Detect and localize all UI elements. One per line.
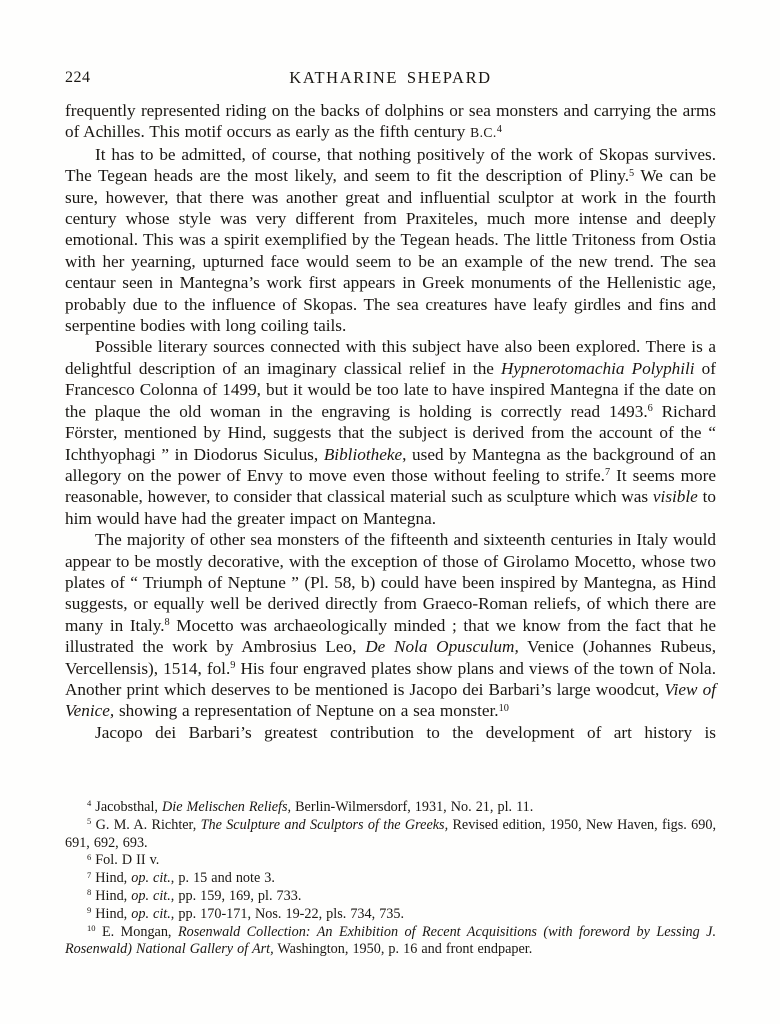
footnote [65, 870, 716, 888]
text-segment: Berlin-Wilmersdorf, 1931, No. 21, pl. 11. [291, 799, 534, 815]
footnote [65, 924, 716, 960]
body-text [65, 100, 716, 743]
page-number: 224 [65, 69, 91, 86]
text-segment: visible [652, 487, 698, 507]
text-segment: Richard Förster, mentioned by Hind, suggests that the subject is derived from the account of the “ Ichthyophagi ” in Diodorus Siculus, [65, 401, 716, 464]
paragraph [65, 100, 716, 144]
text-segment: of Francesco Colonna of 1499, but it would be too late to have inspired Mantegna if the date on the plaque the old woman in the engraving is holding is correctly read 1493. [65, 358, 716, 421]
footnotes [65, 799, 716, 959]
text-segment: Venice (Johannes Rubeus, Vercellensis), 1514, fol. [65, 637, 717, 678]
footnote [65, 906, 716, 924]
footnote-ref: 8 [164, 617, 170, 629]
text-segment: Fol. D II v. [95, 852, 160, 869]
text-segment: , used by Mantegna as the background of an allegory on the power of Envy to move even those without feeling to strife. [65, 444, 716, 485]
text-segment: Hind, [95, 870, 132, 887]
footnote [65, 888, 716, 906]
footnote-marker: 7 [87, 869, 92, 880]
text-segment: op. cit. [131, 905, 171, 922]
text-segment: De Nola Opusculum, [365, 637, 519, 657]
text-segment: The Sculpture and Sculptors of the Greeks, [200, 816, 449, 833]
text-segment: Washington, 1950, p. 16 and front endpaper. [273, 941, 533, 958]
text-segment: The majority of other sea monsters of the fifteenth and sixteenth centuries in Italy would appear to be mostly decorative, with the exception of those of Girolamo Mocetto, whose two plates of “ Triumph of Neptune ” (Pl. 58, b) could have been inspired by Mantegna, as Hind suggests, or equally well be derived directly from Graeco-Roman reliefs, of which there are many in Italy. [65, 530, 716, 635]
text-segment: Die Melischen Reliefs, [162, 799, 292, 815]
text-segment: Rosenwald Collection: An Exhibition of Recent Acquisitions (with foreword by Lessing J. Rosenwald) National Gallery of Art, [65, 923, 717, 958]
paragraph [65, 722, 716, 743]
running-head-title: KATHARINE SHEPARD [289, 68, 492, 87]
paragraph [65, 529, 716, 722]
text-segment: to him would have had the greater impact on Mantegna. [65, 487, 716, 528]
text-segment: showing a representation of Neptune on a sea monster. [114, 701, 499, 721]
paragraph [65, 336, 716, 529]
text-segment: B.C. [470, 125, 497, 141]
text-segment: frequently represented riding on the backs of dolphins or sea monsters and carrying the arms of Achilles. This motif occurs as early as the fifth century [65, 101, 716, 142]
text-segment: G. M. A. Richter, [95, 816, 201, 833]
running-header [65, 68, 716, 88]
text-segment: , pp. 170-171, Nos. 19-22, pls. 734, 735. [170, 905, 405, 922]
footnote [65, 799, 716, 817]
text-segment: Mocetto was archaeologically minded ; that we know from the fact that he illustrated the work by Ambrosius Leo, [65, 615, 717, 657]
footnote [65, 852, 716, 870]
text-segment: Possible literary sources connected with this subject have also been explored. There is a delightful description of an imaginary classical relief in the [65, 337, 716, 378]
footnote-ref: 6 [647, 403, 653, 415]
paragraph [65, 144, 716, 337]
footnote-ref: 5 [629, 167, 635, 179]
text-segment: Hind, [95, 887, 132, 904]
text-segment: E. Mongan, [101, 923, 178, 940]
footnote-ref: 7 [604, 467, 611, 479]
footnote [65, 817, 716, 853]
footnote-marker: 8 [87, 887, 92, 898]
footnote-ref: 9 [230, 659, 236, 671]
text-segment: Jacobsthal, [95, 799, 162, 815]
text-segment: op. cit. [131, 870, 171, 887]
text-segment: We can be sure, however, that there was another great and influential sculptor at work in the fourth century whose style was very different from Praxiteles, much more intense and deeply emotional. This was a spirit exemplified by the Tegean heads. The little Tritoness from Ostia with her yearning, upturned face would seem to be an example of the new trend. The sea centaur seen in Mantegna’s work first appears in Greek monuments of the Hellenistic age, probably due to the influence of Skopas. The sea creatures have leafy girdles and fins and serpentine bodies with long coiling tails. [65, 166, 716, 336]
text-segment: Hypnerotomachia Polyphili [501, 358, 695, 378]
footnote-ref: 10 [498, 702, 509, 714]
footnote-marker: 9 [87, 905, 92, 916]
text-segment: , p. 15 and note 3. [170, 870, 275, 887]
footnote-marker: 5 [87, 816, 92, 827]
footnote-marker: 10 [87, 922, 96, 933]
footnote-marker: 4 [87, 798, 92, 809]
text-segment: Hind, [95, 905, 132, 922]
text-segment: It has to be admitted, of course, that nothing positively of the work of Skopas survives. The Tegean heads are the most likely, and seem to fit the description of Pliny. [65, 144, 716, 186]
footnote-ref: 4 [496, 123, 502, 135]
text-segment: Bibliotheke [323, 444, 403, 464]
footnote-marker: 6 [87, 851, 92, 862]
text-segment: op. cit. [131, 887, 171, 904]
text-segment: View of Venice, [65, 679, 716, 721]
text-segment: Revised edition, 1950, New Haven, figs. 690, 691, 692, 693. [65, 816, 717, 851]
text-segment: Jacopo dei Barbari’s greatest contribution to the development of art history is [95, 722, 716, 742]
text-segment: It seems more reasonable, however, to consider that classical material such as sculpture which was [65, 465, 716, 507]
text-segment: His four engraved plates show plans and views of the town of Nola. Another print which deserves to be mentioned is Jacopo dei Barbari’s large woodcut, [65, 658, 716, 699]
text-segment: , pp. 159, 169, pl. 733. [170, 887, 302, 904]
